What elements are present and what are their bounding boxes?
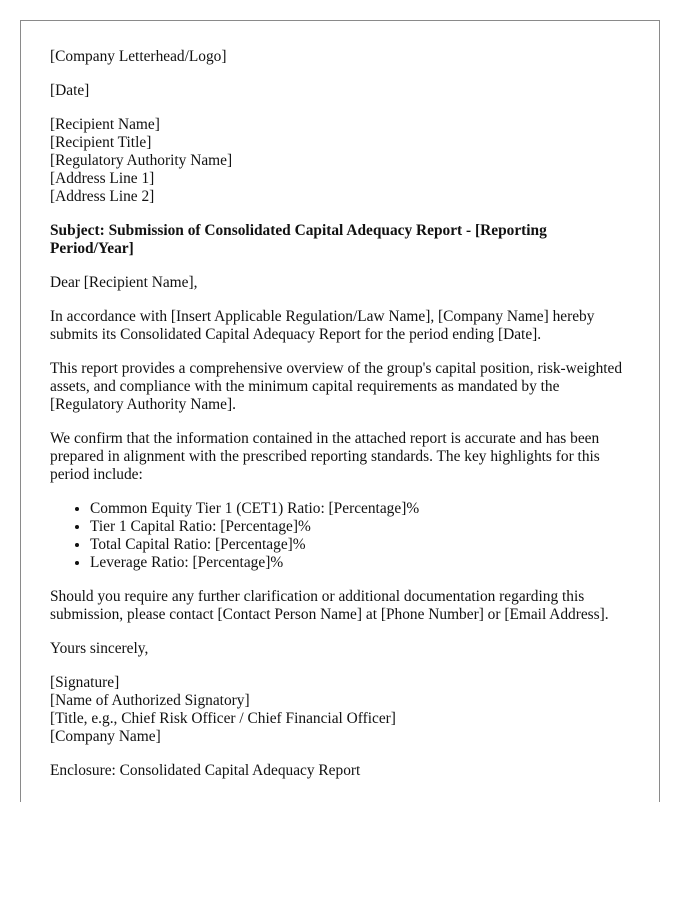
company-name: [Company Name] xyxy=(50,728,161,745)
address-line-2: [Address Line 2] xyxy=(50,188,155,205)
body-paragraph-1: In accordance with [Insert Applicable Regulation/Law Name], [Company Name] hereby submits its Consolidated Capital Adequacy Report for the period ending [Date]. xyxy=(50,308,595,343)
body-paragraph-3: We confirm that the information contained in the attached report is accurate and has been prepared in alignment with the prescribed reporting standards. The key highlights for this period include: xyxy=(50,430,600,483)
body-paragraph-2: This report provides a comprehensive overview of the group's capital position, risk-weighted assets, and compliance with the minimum capital requirements as mandated by the [Regulatory Authority Name]. xyxy=(50,360,623,413)
signature-block xyxy=(50,674,632,746)
recipient-title: [Recipient Title] xyxy=(50,134,152,151)
address-line-1: [Address Line 1] xyxy=(50,170,155,187)
letterhead: [Company Letterhead/Logo] xyxy=(50,48,227,65)
signatory-name: [Name of Authorized Signatory] xyxy=(50,692,250,709)
highlight-item: • Tier 1 Capital Ratio: [Percentage]% xyxy=(90,518,632,536)
regulatory-authority: [Regulatory Authority Name] xyxy=(50,152,233,169)
enclosure-line: Enclosure: Consolidated Capital Adequacy Report xyxy=(50,762,361,779)
recipient-name: [Recipient Name] xyxy=(50,116,160,133)
highlight-item: • Leverage Ratio: [Percentage]% xyxy=(90,554,632,572)
subject-line: Subject: Submission of Consolidated Capital Adequacy Report - [Reporting Period/Year] xyxy=(50,222,547,257)
highlights-list xyxy=(50,500,632,572)
letter-page xyxy=(20,20,660,802)
highlight-item: • Total Capital Ratio: [Percentage]% xyxy=(90,536,632,554)
highlight-item: • Common Equity Tier 1 (CET1) Ratio: [Percentage]% xyxy=(90,500,632,518)
body-paragraph-4: Should you require any further clarification or additional documentation regarding this submission, please contact [Contact Person Name] at [Phone Number] or [Email Address]. xyxy=(50,588,609,623)
letter-content xyxy=(50,48,632,796)
closing: Yours sincerely, xyxy=(50,640,149,657)
signature: [Signature] xyxy=(50,674,120,691)
signatory-title: [Title, e.g., Chief Risk Officer / Chief Financial Officer] xyxy=(50,710,396,727)
letter-date: [Date] xyxy=(50,82,90,99)
salutation: Dear [Recipient Name], xyxy=(50,274,198,291)
recipient-block xyxy=(50,116,632,206)
